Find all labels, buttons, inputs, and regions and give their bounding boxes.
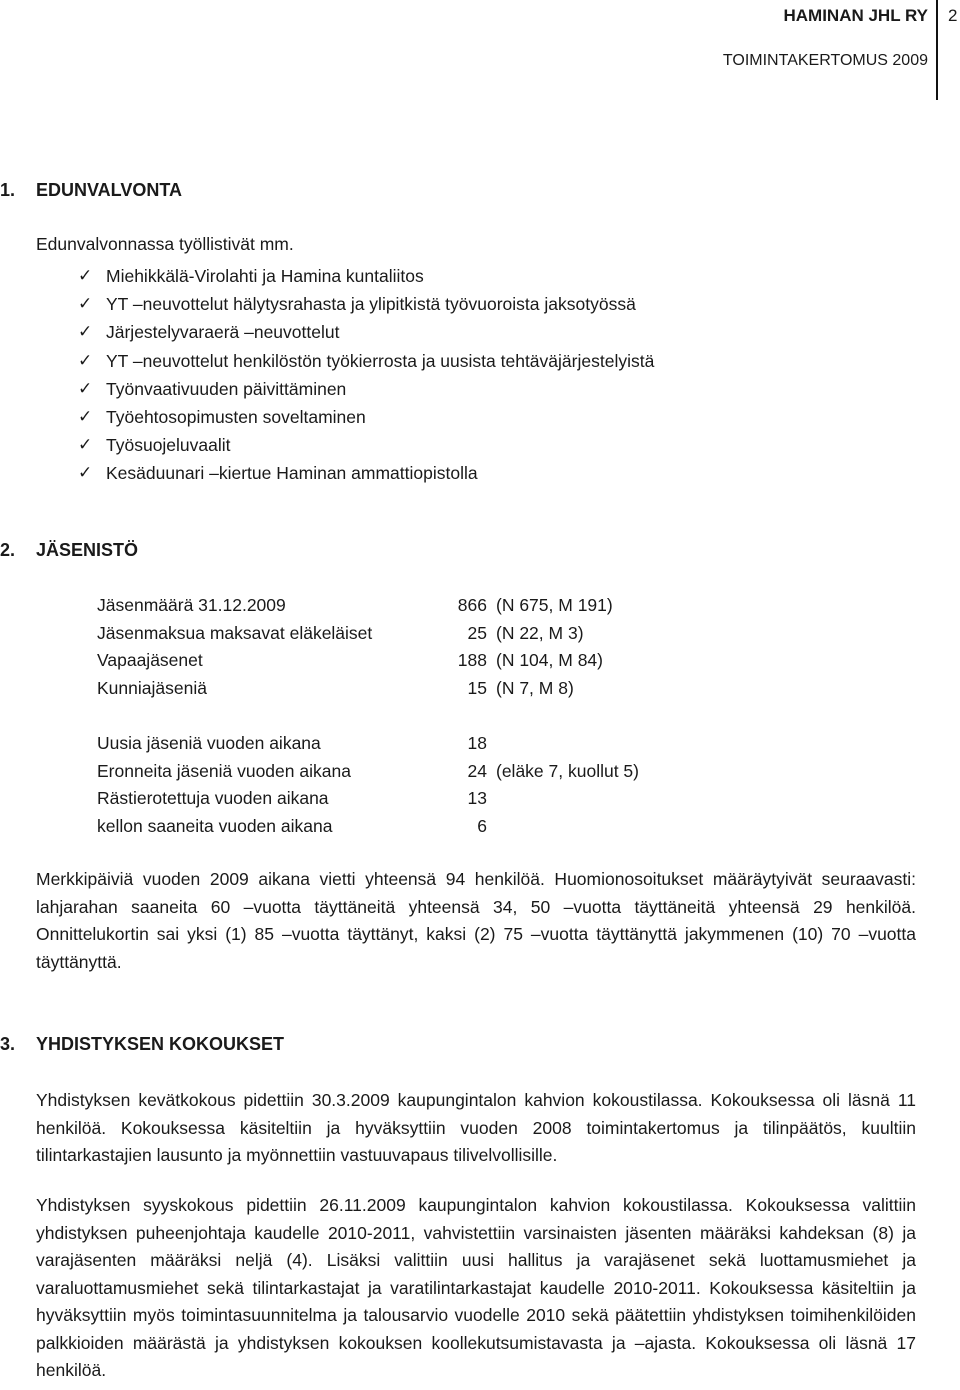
row-note: (N 22, M 3) xyxy=(496,622,584,643)
row-label: Kunniajäseniä xyxy=(97,677,207,698)
membership-changes-table xyxy=(97,730,639,840)
row-value: 25 xyxy=(467,622,487,643)
page-number: 2 xyxy=(948,6,958,25)
checklist-item xyxy=(78,375,654,403)
row-note: (eläke 7, kuollut 5) xyxy=(496,760,639,781)
checklist-item xyxy=(78,347,654,375)
table-row xyxy=(97,785,639,813)
checklist-item-text: Miehikkälä-Virolahti ja Hamina kuntaliitos xyxy=(106,266,424,286)
section-number: 1. xyxy=(0,180,16,200)
row-label: Eronneita jäseniä vuoden aikana xyxy=(97,760,351,781)
section-number: 3. xyxy=(0,1034,16,1054)
section-title: JÄSENISTÖ xyxy=(36,540,139,560)
checklist-item-text: Työsuojeluvaalit xyxy=(106,435,231,456)
table-row xyxy=(97,620,613,648)
row-value: 18 xyxy=(467,733,487,753)
table-row xyxy=(97,730,639,758)
table-row xyxy=(97,592,613,620)
checklist-item xyxy=(78,318,654,346)
row-note xyxy=(487,813,639,841)
section-intro: Edunvalvonnassa työllistivät mm. xyxy=(36,234,294,254)
advocacy-checklist xyxy=(78,262,654,488)
table-row xyxy=(97,758,639,786)
check-icon: ✓ xyxy=(78,435,93,456)
row-note xyxy=(487,785,639,813)
document-header-subtitle: TOIMINTAKERTOMUS 2009 xyxy=(722,52,928,69)
checklist-item xyxy=(78,403,654,431)
row-note: (N 104, M 84) xyxy=(496,650,603,671)
anniversaries-paragraph: Merkkipäiviä vuoden 2009 aikana vietti yhteensä 94 henkilöä. Huomionosoitukset määräytyivät seuraavasti: lahjarahan saaneita 60 –vuotta täyttäneitä yhteensä 34, 50 –vuotta täyttäneitä yhteensä 29 henkilöä. Onnittelukortin sai yksi (1) 85 –vuotta täyttänyt, kaksi (2) 75 –vuotta täyttänyttä jakymmenen (10) 70 –vuotta täyttänyttä. xyxy=(36,869,916,972)
section-title: YHDISTYKSEN KOKOUKSET xyxy=(36,1034,285,1054)
check-icon: ✓ xyxy=(78,406,93,427)
checklist-item xyxy=(78,262,654,290)
checklist-item-text: Järjestelyvaraerä –neuvottelut xyxy=(106,322,340,343)
row-note: (N 7, M 8) xyxy=(496,677,574,698)
checklist-item-text: YT –neuvottelut henkilöstön työkierrosta ja uusista tehtäväjärjestelyistä xyxy=(106,350,655,371)
check-icon: ✓ xyxy=(78,294,93,315)
row-label: Jäsenmaksua maksavat eläkeläiset xyxy=(97,622,373,643)
table-row xyxy=(97,813,639,841)
row-note: (N 675, M 191) xyxy=(496,595,613,615)
checklist-item xyxy=(78,459,654,487)
checklist-item xyxy=(78,431,654,459)
spring-meeting-paragraph: Yhdistyksen kevätkokous pidettiin 30.3.2009 kaupungintalon kahvion kokoustilassa. Kokouksessa oli läsnä 11 henkilöä. Kokouksessa käsiteltiin ja hyväksyttiin vuoden 2008 toimintakertomus ja tilinpäätös, kuultiin tilintarkastajien lausunto ja myönnettiin vastuuvapaus tilivelvollisille. xyxy=(36,1090,916,1165)
autumn-meeting-paragraph: Yhdistyksen syyskokous pidettiin 26.11.2009 kaupungintalon kahvion kokoustilassa. Kokouksessa valittiin yhdistyksen puheenjohtaja kaudelle 2010-2011, vahvistettiin varsinaisten jäsenten määräksi kahdeksan (8) ja varajäsenten määräksi neljä (4). Lisäksi valittiin uusi hallitus ja varajäsenet sekä luottamusmiehet ja varaluottamusmiehet sekä tilintarkastajat ja varatilintarkastajat kaudelle 2010-2011. Kokouksessa käsiteltiin ja hyväksyttiin myös toimintasuunnitelma ja talousarvio vuodelle 2010 sekä päätettiin yhdistyksen toimihenkilöiden palkkioiden määrästä ja yhdistyksen kokouksen koollekutsumistavasta ja –ajasta. Kokouksessa oli läsnä 17 henkilöä. xyxy=(36,1195,916,1380)
row-value: 13 xyxy=(467,788,487,809)
checklist-item xyxy=(78,290,654,318)
section-heading-jasenisto xyxy=(0,540,138,561)
row-label: kellon saaneita vuoden aikana xyxy=(97,815,333,836)
row-value: 6 xyxy=(477,815,487,836)
header-divider xyxy=(936,0,938,100)
row-label: Uusia jäseniä vuoden aikana xyxy=(97,733,321,753)
membership-table xyxy=(97,592,613,702)
row-note xyxy=(487,730,639,758)
section-title: EDUNVALVONTA xyxy=(36,180,182,200)
check-icon: ✓ xyxy=(78,350,93,371)
section-number: 2. xyxy=(0,540,16,560)
check-icon: ✓ xyxy=(78,266,93,286)
row-value: 188 xyxy=(457,650,487,671)
row-value: 866 xyxy=(457,595,487,615)
row-value: 15 xyxy=(467,677,487,698)
check-icon: ✓ xyxy=(78,463,93,484)
section-heading-kokoukset xyxy=(0,1034,284,1055)
check-icon: ✓ xyxy=(78,378,93,399)
row-label: Jäsenmäärä 31.12.2009 xyxy=(97,595,286,615)
table-row xyxy=(97,675,613,703)
row-label: Vapaajäsenet xyxy=(97,650,203,671)
table-row xyxy=(97,647,613,675)
checklist-item-text: Kesäduunari –kiertue Haminan ammattiopistolla xyxy=(106,463,478,484)
document-header-title: HAMINAN JHL RY xyxy=(783,6,928,25)
row-label: Rästierotettuja vuoden aikana xyxy=(97,788,329,809)
checklist-item-text: Työehtosopimusten soveltaminen xyxy=(106,406,366,427)
section-heading-edunvalvonta xyxy=(0,180,182,201)
checklist-item-text: YT –neuvottelut hälytysrahasta ja ylipitkistä työvuoroista jaksotyössä xyxy=(106,294,636,315)
checklist-item-text: Työnvaativuuden päivittäminen xyxy=(106,378,347,399)
check-icon: ✓ xyxy=(78,322,93,343)
row-value: 24 xyxy=(467,760,487,781)
